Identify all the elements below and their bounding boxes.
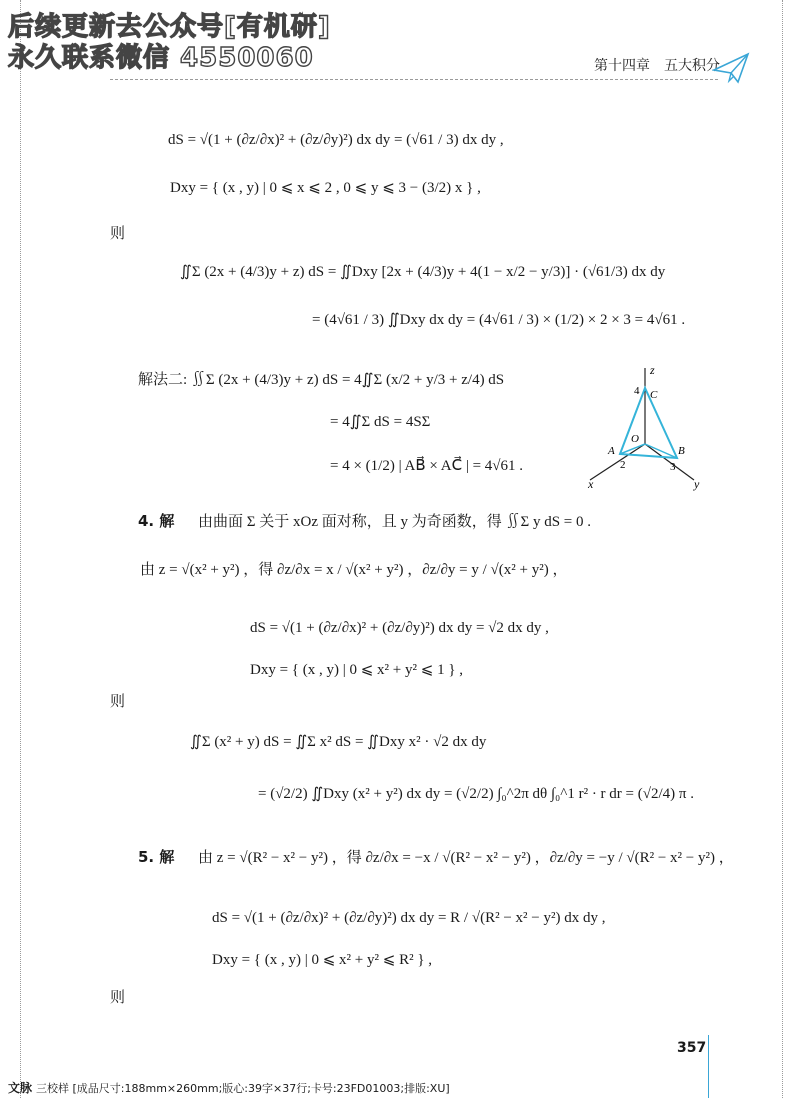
formula-domain-disk: Dxy = { (x , y) | 0 ⩽ x² + y² ⩽ 1 } , (250, 662, 464, 678)
label-3: 3 (670, 461, 676, 473)
watermark-line-1: 后续更新去公众号[有机研] (8, 12, 331, 42)
page-left-border (20, 0, 21, 1098)
formula-ds-sphere: dS = √(1 + (∂z/∂x)² + (∂z/∂y)²) dx dy = R / √(R² − x² − y²) dx dy , (212, 910, 606, 926)
footer-brand: 文脉 (8, 1081, 33, 1095)
formula-domain-sphere: Dxy = { (x , y) | 0 ⩽ x² + y² ⩽ R² } , (212, 952, 433, 968)
tetrahedron-diagram (582, 362, 722, 492)
label-4: 4 (634, 385, 640, 397)
triangle-abc (620, 388, 677, 458)
label-b: B (678, 445, 685, 457)
footer-meta: 三校样 [成品尺寸:188mm×260mm;版心:39字×37行;卡号:23FD01003;排版:XU] (36, 1082, 450, 1095)
header-divider (110, 79, 718, 80)
paper-plane-icon (712, 50, 752, 90)
watermark-line-2: 永久联系微信 4550060 (8, 43, 314, 73)
formula-cone-integral: ∬Σ (x² + y) dS = ∬Σ x² dS = ∬Dxy x² · √2 dx dy (190, 734, 487, 750)
solution-two-line-2: = 4∬Σ dS = 4SΣ (330, 414, 431, 430)
formula-domain-plane: Dxy = { (x , y) | 0 ⩽ x ⩽ 2 , 0 ⩽ y ⩽ 3 − (3/2) x } , (170, 180, 481, 196)
page-number: 357 (677, 1040, 707, 1056)
formula-partials-cone: 由 z = √(x² + y²) ，得 ∂z/∂x = x / √(x² + y²) ，∂z/∂y = y / √(x² + y²) ， (140, 562, 568, 578)
label-y: y (694, 477, 700, 491)
page-right-border (782, 0, 783, 1098)
then-label-3: 则 (110, 988, 126, 1006)
formula-ds-cone: dS = √(1 + (∂z/∂x)² + (∂z/∂y)²) dx dy = √2 dx dy , (250, 620, 549, 636)
formula-cone-result: = (√2/2) ∬Dxy (x² + y²) dx dy = (√2/2) ∫₀^2π dθ ∫₀^1 r² · r dr = (√2/4) π . (258, 786, 694, 802)
axis-x (590, 444, 645, 480)
label-o: O (631, 433, 639, 445)
page-number-rule (708, 1035, 709, 1098)
label-z: z (650, 363, 655, 377)
then-label-2: 则 (110, 692, 126, 710)
formula-ds-plane: dS = √(1 + (∂z/∂x)² + (∂z/∂y)²) dx dy = (√61 / 3) dx dy , (168, 132, 504, 148)
label-a: A (608, 445, 615, 457)
solution-two-line-1: 解法二: ∬Σ (2x + (4/3)y + z) dS = 4∬Σ (x/2 + y/3 + z/4) dS (138, 372, 505, 388)
solution-two-line-3: = 4 × (1/2) | AB⃗ × AC⃗ | = 4√61 . (330, 458, 524, 474)
formula-integral-expand: ∬Σ (2x + (4/3)y + z) dS = ∬Dxy [2x + (4/3)y + 4(1 − x/2 − y/3)] · (√61/3) dx dy (180, 264, 666, 280)
then-label-1: 则 (110, 224, 126, 242)
label-c: C (650, 389, 658, 401)
problem-5-label: 5. 解 (138, 848, 175, 866)
problem-5-text: 由 z = √(R² − x² − y²) ，得 ∂z/∂x = −x / √(R² − x² − y²) ，∂z/∂y = −y / √(R² − x² − y²) ， (198, 850, 734, 866)
label-x: x (588, 477, 594, 491)
label-2: 2 (620, 459, 626, 471)
problem-4-label: 4. 解 (138, 512, 175, 530)
chapter-header: 第十四章 五大积分 (594, 58, 720, 74)
formula-integral-result: = (4√61 / 3) ∬Dxy dx dy = (4√61 / 3) × (1/2) × 2 × 3 = 4√61 . (312, 312, 686, 328)
print-footer (8, 1079, 450, 1096)
problem-4-text: 由曲面 Σ 关于 xOz 面对称，且 y 为奇函数，得 ∬Σ y dS = 0 . (198, 514, 592, 530)
